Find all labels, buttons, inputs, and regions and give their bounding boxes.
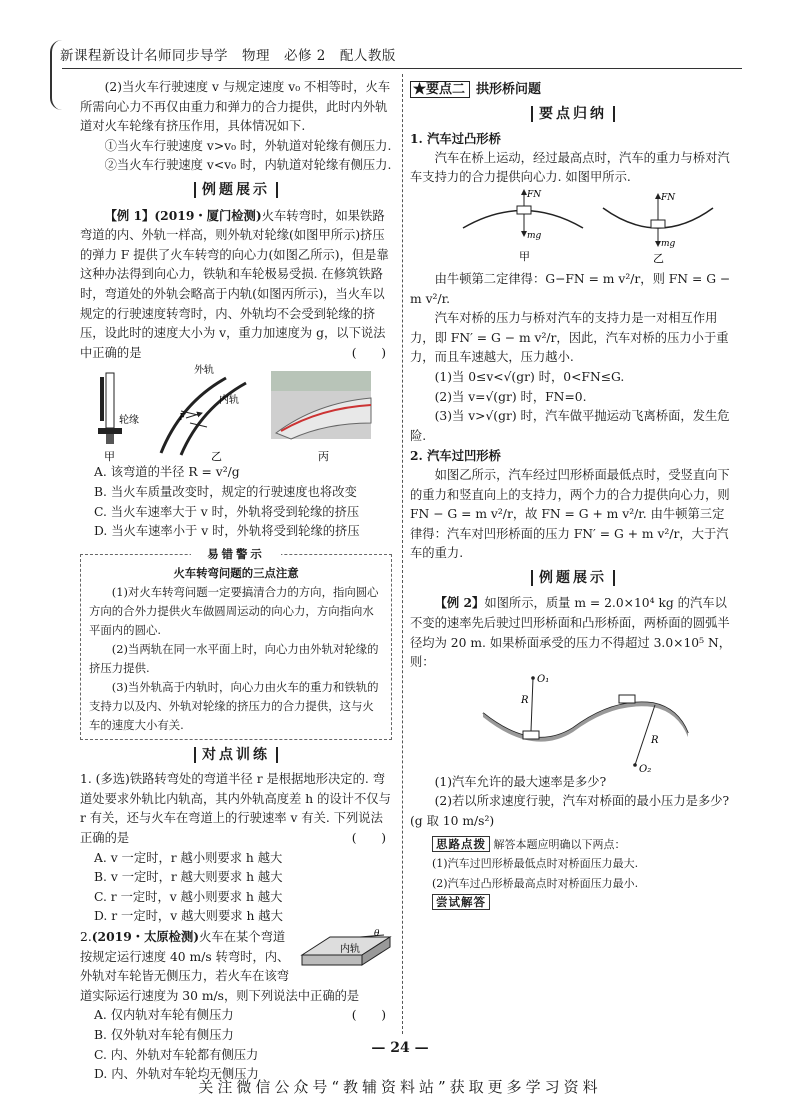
label-outer: 外轨: [194, 365, 214, 377]
ex2-question-2: (2)若以所求速度行驶，汽车对桥面的最小压力是多少?(g 取 10 m/s²): [410, 794, 730, 829]
label-jia: 甲: [104, 450, 115, 464]
warning-item: (2)当两轨在同一水平面上时，向心力由外轨对轮缘的挤压力提供.: [89, 641, 379, 675]
subsection-1-title: 1. 汽车过凸形桥: [410, 131, 501, 147]
question-2: θ 内轨 2.(2019・太原检测)火车在某个弯道按规定运行速度 40 m/s 转弯时，内、外轨对车轮皆无侧压力，若火车在该弯道实际运行速度为 30 m/s，则下列说法中正确的是 ( ): [80, 927, 392, 1006]
section-banner: 例题展示: [80, 181, 392, 201]
q2-option-a: A. 仅内轨对车轮有侧压力: [94, 1008, 234, 1023]
q1-option-a: A. v 一定时，r 越小则要求 h 越大: [94, 850, 283, 865]
fn-label-a: FN: [527, 189, 542, 200]
hint: 思路点拨 解答本题应明确以下两点：: [410, 835, 736, 855]
equation-1: 由牛顿第二定律得：G−FN = m v²/r，则 FN = G − m v²/r.: [410, 271, 731, 306]
ex1-option-d: D. 当火车速率小于 v 时，外轨将受到轮缘的挤压: [94, 524, 360, 539]
label-rim: 轮缘: [119, 415, 139, 427]
q1-option-c: C. r 一定时，v 越小则要求 h 越大: [94, 889, 283, 904]
example-1-figure: [86, 363, 386, 463]
page-number: — 24 —: [371, 1040, 429, 1056]
label-inner: 内轨: [219, 395, 239, 407]
warning-box: [80, 546, 392, 740]
warning-subtitle: 火车转弯问题的三点注意: [173, 565, 299, 580]
page-header: 新课程新设计名师同步导学 物理 必修 2 配人教版: [60, 48, 396, 64]
warning-item: (3)当外轨高于内轨时，向心力由火车的重力和铁轨的支持力以及内、外轨对轮缘的挤压力的合力提供，这与火车的速度大小有关.: [89, 679, 379, 732]
label-o1: O₁: [537, 673, 550, 685]
left-column: [80, 78, 392, 1085]
question-1: 1. (多选)铁路转弯处的弯道半径 r 是根据地形决定的. 弯道处要求外轨比内轨高，其内外轨高度差 h 的设计不仅与 r 有关，还与火车在弯道上的行驶速率 v 有关. 下列说法正确的是 ( ): [80, 772, 391, 846]
intro-case-2: ②当火车行驶速度 v<v₀ 时，内轨道对轮缘有侧压力.: [104, 158, 392, 173]
case-3: (3)当 v>√(gr) 时，汽车做平抛运动飞离桥面，发生危险.: [410, 409, 730, 443]
label-bing: 丙: [318, 450, 329, 464]
column-divider: [402, 74, 403, 1034]
label-yi: 乙: [211, 450, 222, 464]
q2-option-b: B. 仅外轨对车轮有侧压力: [94, 1028, 234, 1042]
warning-title: 易错警示: [191, 545, 281, 564]
case-1: (1)当 0≤v<√(gr) 时，0<FN≤G.: [434, 369, 625, 384]
mg-label-a: mg: [527, 230, 542, 241]
equation-2: 汽车对桥的压力与桥对汽车的支持力是一对相互作用力，即 FN′ = G − m v²/r，因此，汽车对桥的压力小于重力，而且车速越大，压力越小.: [410, 311, 729, 365]
q2-theta: θ: [374, 929, 380, 940]
header-rule: [62, 68, 742, 69]
label-r2: R: [651, 734, 659, 746]
example-2: 【例 2】如图所示，质量 m = 2.0×10⁴ kg 的汽车以不变的速率先后驶过凹形桥面和凸形桥面，两桥面的圆弧半径均为 20 m. 如果桥面承受的压力不得超过 3.0×10⁵ N，则：: [410, 595, 732, 670]
section-banner: 要点归纳: [410, 105, 736, 125]
q1-option-d: D. r 一定时，v 越大则要求 h 越大: [94, 909, 283, 924]
label-force: F: [179, 413, 186, 424]
bridge-label-yi: 乙: [653, 251, 664, 265]
subsection-2-text: 如图乙所示，汽车经过凹形桥面最低点时，受竖直向下的重力和竖直向上的支持力，两个力的合力提供向心力，则 FN − G = m v²/r，故 FN = G + m v²/r. 由牛顿第三定律得：汽车对凹形桥面的压力 FN′ = G + m v²/r，大于汽车的重力.: [410, 467, 730, 561]
q2-option-c: C. 内、外轨对车轮都有侧压力: [94, 1047, 259, 1062]
intro-paragraph: (2)当火车行驶速度 v 与规定速度 v₀ 不相等时，火车所需向心力不再仅由重力和弹力的合力提供，此时内外轨道对火车轮缘有挤压作用，具体情况如下.: [80, 80, 391, 134]
warning-item: (1)对火车转弯问题一定要搞清合力的方向，指向圆心方向的合外力提供火车做圆周运动的向心力，方向指向水平面内的圆心.: [89, 584, 379, 637]
bridge-figure: [423, 188, 723, 266]
q2-inner-label: 内轨: [340, 944, 360, 956]
ex1-option-b: B. 当火车质量改变时，规定的行驶速度也将改变: [94, 484, 357, 499]
label-o2: O₂: [639, 763, 652, 773]
ex1-option-c: C. 当火车速率大于 v 时，外轨将受到轮缘的挤压: [94, 504, 360, 519]
subsection-1-text: 汽车在桥上运动，经过最高点时，汽车的重力与桥对汽车支持力的合力提供向心力. 如图甲所示.: [410, 150, 730, 185]
case-2: (2)当 v=√(gr) 时，FN=0.: [434, 389, 587, 404]
fn-label-b: FN: [661, 192, 676, 203]
hint-item: (2)汽车过凸形桥最高点时对桥面压力最小.: [432, 876, 639, 890]
key-point-heading: ★要点二 拱形桥问题: [410, 80, 736, 100]
section-banner: 例题展示: [410, 569, 736, 589]
q1-option-b: B. v 一定时，r 越大则要求 h 越大: [94, 870, 283, 885]
intro-case-1: ①当火车行驶速度 v>v₀ 时，外轨道对轮缘有侧压力.: [104, 138, 392, 153]
bridge-label-jia: 甲: [519, 249, 530, 263]
right-column: [410, 78, 736, 913]
try-answer: 尝试解答: [410, 893, 736, 913]
label-r1: R: [521, 694, 529, 706]
q2-option-d: D. 内、外轨对车轮均无侧压力: [94, 1067, 259, 1082]
example-2-figure: [423, 673, 723, 773]
ex2-question-1: (1)汽车允许的最大速率是多少?: [434, 774, 607, 789]
hint-item: (1)汽车过凹形桥最低点时对桥面压力最大.: [432, 857, 639, 871]
section-banner: 对点训练: [80, 746, 392, 766]
question-2-figure: [300, 929, 392, 973]
ex1-option-a: A. 该弯道的半径 R = v²/g: [94, 465, 240, 480]
mg-label-b: mg: [661, 238, 676, 249]
example-1: 【例 1】(2019・厦门检测)火车转弯时，如果铁路弯道的内、外轨一样高，则外轨对轮缘(如图甲所示)挤压的弹力 F 提供了火车转弯的向心力(如图乙所示)，但是靠这种办法得到向心力，铁轨和车轮极易受损. 在修筑铁路时，弯道处的外轨会略高于内轨(如图丙所示)，当火车以规定的行驶速度转弯时，内、外轨均不会受到轮缘的挤压，设此时的速度大小为 v，重力加速度为 g，以下说法中正确的是 ( ): [80, 207, 389, 360]
subsection-2-title: 2. 汽车过凹形桥: [410, 448, 501, 464]
footer-note: 关注微信公众号“教辅资料站”获取更多学习资料: [198, 1078, 602, 1096]
